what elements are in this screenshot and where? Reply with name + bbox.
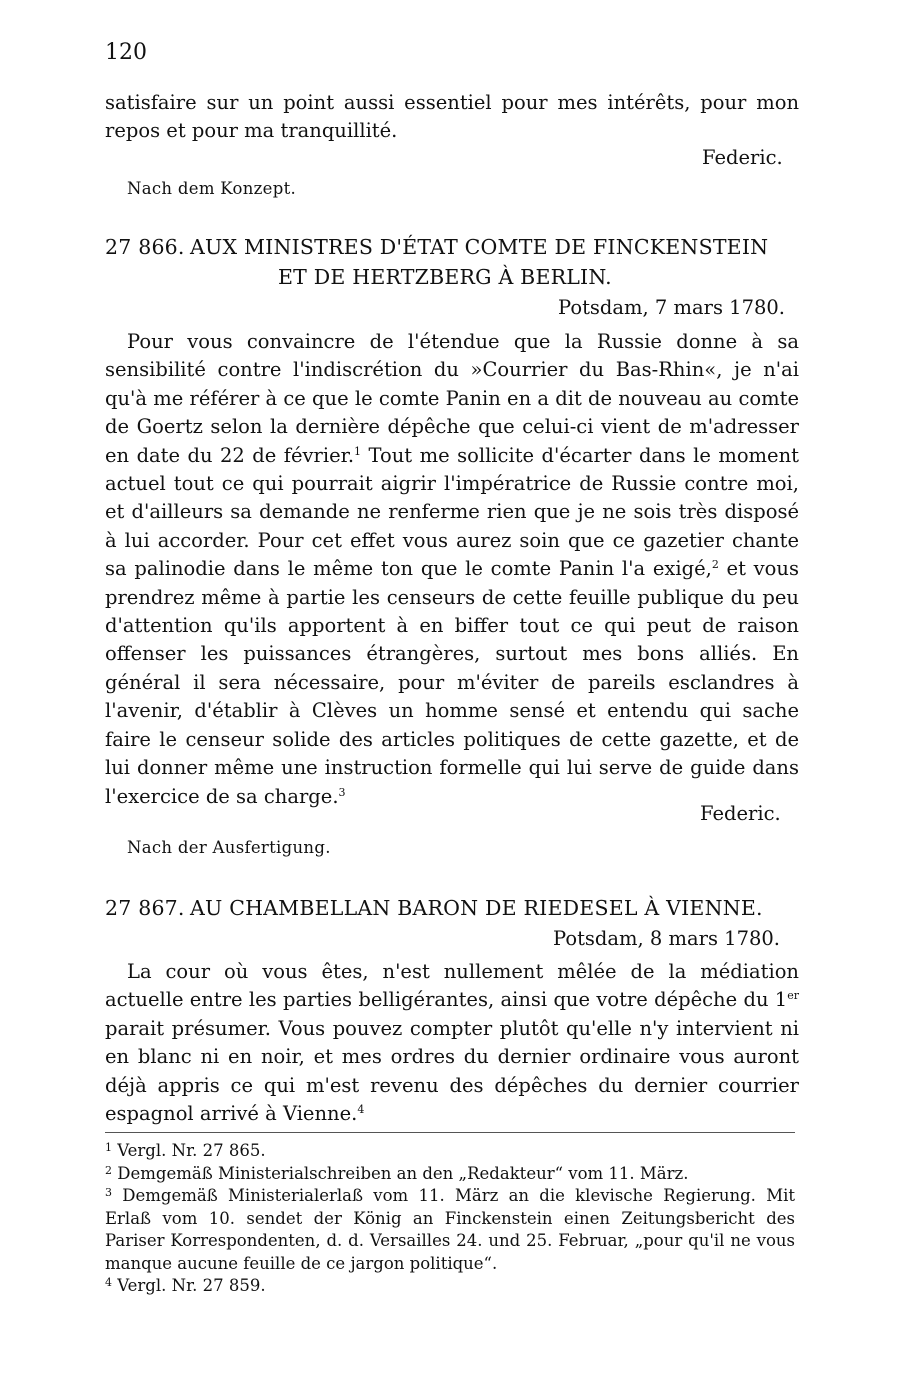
page-number: 120 bbox=[105, 40, 147, 65]
source-note-2: Nach der Ausfertigung. bbox=[127, 838, 331, 857]
footnotes bbox=[105, 1140, 795, 1298]
footnote bbox=[105, 1275, 795, 1298]
footnote-divider bbox=[105, 1132, 795, 1133]
footnote bbox=[105, 1140, 795, 1163]
heading-line-1: AUX MINISTRES D'ÉTAT COMTE DE FINCKENSTEIN bbox=[190, 235, 769, 259]
footnote-marker: 3 bbox=[338, 785, 346, 799]
letter-heading-27866 bbox=[105, 232, 799, 292]
place-date-2: Potsdam, 8 mars 1780. bbox=[553, 927, 780, 950]
footnote bbox=[105, 1163, 795, 1186]
continuation-text: satisfaire sur un point aussi essentiel pour mes intérêts, pour mon repos et pour ma tranquillité. bbox=[105, 91, 799, 143]
letter-number: 27 867. bbox=[105, 896, 185, 920]
footnote-marker: 4 bbox=[357, 1103, 365, 1117]
footnote bbox=[105, 1185, 795, 1275]
body-text: La cour où vous êtes, n'est nullement mêlée de la médiation actuelle entre les parties belligérantes, ainsi que votre dépêche du 1 bbox=[105, 960, 799, 1012]
footnote-marker: 1 bbox=[354, 444, 362, 458]
body-text: et vous prendrez même à partie les censeurs de cette feuille publique du peu d'attention qu'ils apportent à en biffer tout ce qui peut de raison offenser les puissances étrangères, surtout mes bons alliés. En général il sera nécessaire, pour m'éviter de pareils esclandres à l'avenir, d'établir à Clèves un homme sensé et entendu qui sache faire le censeur solide des articles politiques de cette gazette, et de lui donner même une instruction formelle qui lui serve de guide dans l'exercice de sa charge. bbox=[105, 557, 799, 808]
heading-line-1: AU CHAMBELLAN BARON DE RIEDESEL À VIENNE. bbox=[190, 896, 763, 920]
footnote-mark: 2 bbox=[105, 1163, 112, 1177]
footnote-mark: 3 bbox=[105, 1186, 112, 1199]
footnote-mark: 1 bbox=[105, 1141, 112, 1154]
letter-number: 27 866. bbox=[105, 235, 185, 259]
footnote-text: Vergl. Nr. 27 865. bbox=[117, 1141, 266, 1160]
source-note-1: Nach dem Konzept. bbox=[127, 179, 297, 198]
heading-line-2: ET DE HERTZBERG À BERLIN. bbox=[278, 265, 612, 289]
footnote-text: Demgemäß Ministerialschreiben an den „Redakteur“ vom 11. März. bbox=[117, 1163, 689, 1183]
footnote-text: Demgemäß Ministerialerlaß vom 11. März an die klevische Regierung. Mit Erlaß vom 10. sendet der König an Finckenstein einen Zeitungsbericht des Pariser Korrespondenten, d. d. Versailles 24. und 25. Februar, „pour qu'il ne vous manque aucune feuille de ce jargon politique“. bbox=[105, 1186, 796, 1273]
letter-heading-27867 bbox=[105, 893, 799, 923]
footnote-marker: 2 bbox=[711, 558, 719, 572]
body-text: Pour vous convaincre de l'étendue que la Russie donne à sa sensibilité contre l'indiscrétion du »Courrier du Bas-Rhin«, je n'ai qu'à me référer à ce que le comte Panin en a dit de nouveau au comte de Goertz selon la dernière dépêche que celui-ci vient de m'adresser en date du 22 de février. bbox=[105, 330, 799, 467]
body-text: Tout me sollicite d'écarter dans le moment actuel tout ce qui pourrait aigrir l'impératrice de Russie contre moi, et d'ailleurs sa demande ne renferme rien que je ne sois très disposé à lui accorder. Pour cet effet vous aurez soin que ce gazetier chante sa palinodie dans le même ton que le comte Panin l'a exigé, bbox=[105, 443, 799, 581]
place-date-1: Potsdam, 7 mars 1780. bbox=[558, 296, 785, 319]
footnote-text: Vergl. Nr. 27 859. bbox=[117, 1276, 266, 1295]
letter-body-27867 bbox=[105, 958, 799, 1128]
footnote-mark: 4 bbox=[105, 1276, 112, 1289]
signature-2: Federic. bbox=[700, 802, 781, 825]
letter-body-27866 bbox=[105, 328, 799, 811]
signature-1: Federic. bbox=[702, 146, 783, 169]
body-text: parait présumer. Vous pouvez compter plutôt qu'elle n'y intervient ni en blanc ni en noir, et mes ordres du dernier ordinaire vous auront déjà appris ce qui m'est revenu des dépêches du dernier courrier espagnol arrivé à Vienne. bbox=[105, 1016, 799, 1126]
superscript-er: er bbox=[787, 989, 799, 1003]
